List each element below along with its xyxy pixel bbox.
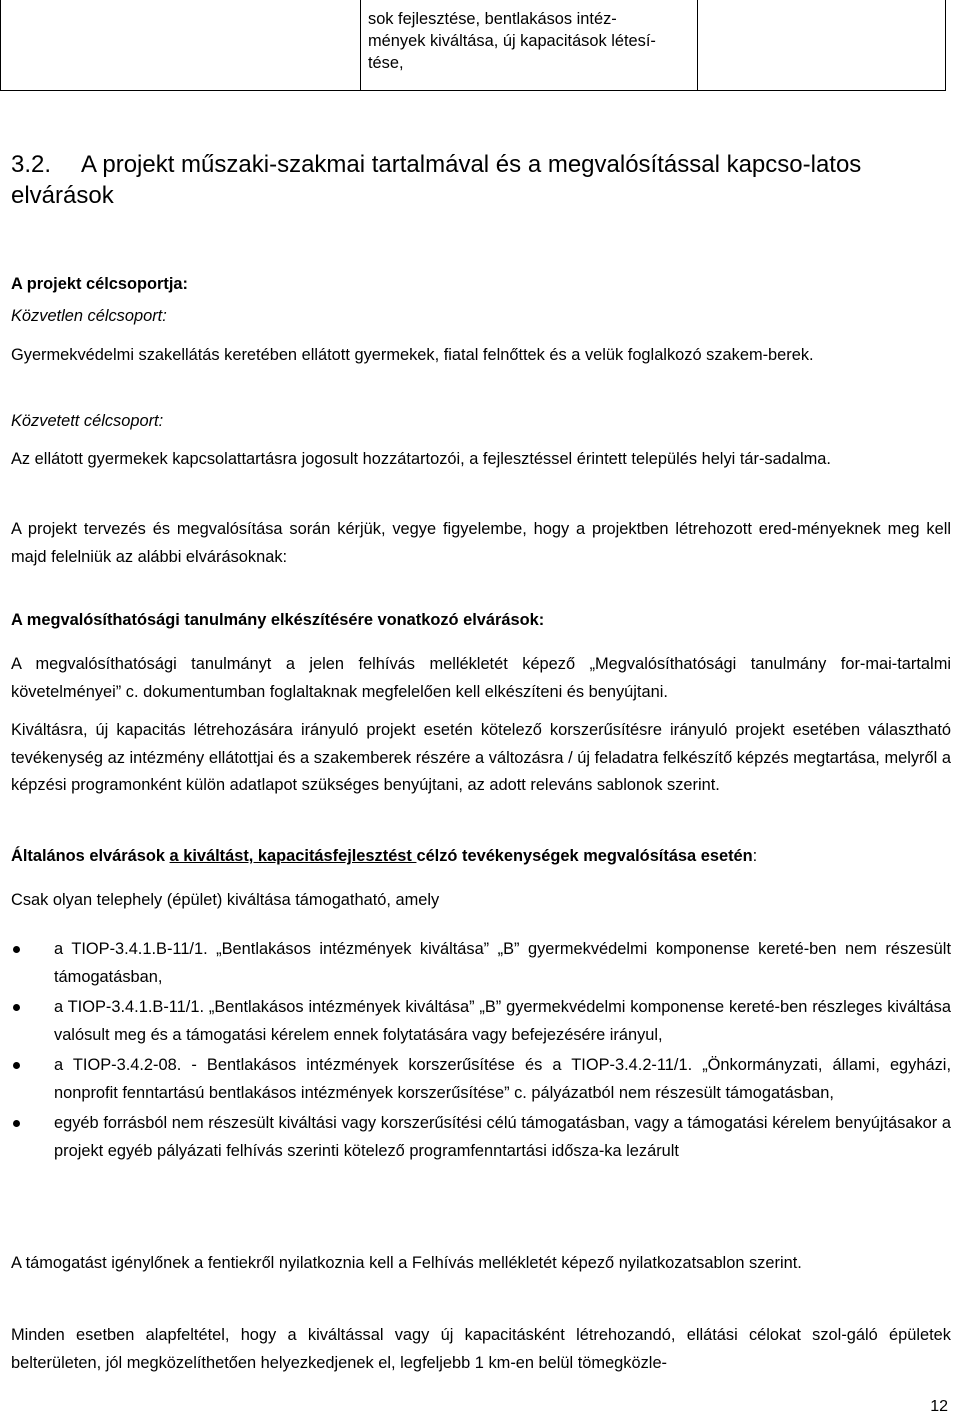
direct-target-group-label: Közvetlen célcsoport: bbox=[11, 307, 167, 325]
list-item bbox=[11, 1110, 951, 1165]
list-item-text: a TIOP-3.4.1.B-11/1. „Bentlakásos intézmények kiváltása” „B” gyermekvédelmi komponense kereté-ben részleges kiváltása valósult meg és a támogatási kérelem ennek folytatására vagy befejezésére irányul, bbox=[54, 998, 951, 1044]
general-heading-underlined: a kiváltást, kapacitásfejlesztést bbox=[169, 847, 417, 865]
bullet-icon bbox=[13, 1062, 20, 1069]
eligibility-bullet-list bbox=[11, 936, 951, 1168]
list-item bbox=[11, 1052, 951, 1107]
feasibility-paragraph: A megvalósíthatósági tanulmányt a jelen felhívás mellékletét képező „Megvalósíthatósági tanulmány for-mai-tartalmi követelményei” c. dokumentumban foglaltaknak megfelelően kell elkészíteni és benyújtani. bbox=[11, 655, 951, 701]
general-heading-part1: Általános elvárások bbox=[11, 847, 170, 865]
intro-paragraph: A projekt tervezés és megvalósítása során kérjük, vegye figyelembe, hogy a projektben létrehozott ered-ményeknek meg kell majd felelniük az alábbi elvárásoknak: bbox=[11, 520, 951, 566]
final-paragraph: Minden esetben alapfeltétel, hogy a kiváltással vagy új kapacitásként létrehozandó, ellátási célokat szol-gáló épületek belterületen, jól megközelíthetően helyezkedjenek el, legfeljebb 1 km-en belül tömegközle- bbox=[11, 1326, 951, 1372]
indirect-target-group-label: Közvetett célcsoport: bbox=[11, 412, 164, 430]
declaration-paragraph: A támogatást igénylőnek a fentiekről nyilatkoznia kell a Felhívás mellékletét képező nyilatkozatsablon szerint. bbox=[11, 1254, 802, 1272]
section-number: 3.2. bbox=[11, 151, 52, 178]
feasibility-heading: A megvalósíthatósági tanulmány elkészítésére vonatkozó elvárások: bbox=[11, 611, 545, 629]
bullet-icon bbox=[13, 1004, 20, 1011]
general-requirements-heading bbox=[11, 843, 951, 871]
table-cell-empty-right bbox=[698, 0, 946, 91]
list-item-text: a TIOP-3.4.1.B-11/1. „Bentlakásos intézmények kiváltása” „B” gyermekvédelmi komponense kereté-ben nem részesült támogatásban, bbox=[54, 940, 951, 986]
list-item bbox=[11, 994, 951, 1049]
table-cell-content: sok fejlesztése, bentlakásos intéz- mények kiváltása, új kapacitások létesí- tése, bbox=[368, 10, 656, 72]
list-item bbox=[11, 936, 951, 991]
table-cell-empty-left bbox=[1, 0, 361, 91]
list-item-text: egyéb forrásból nem részesült kiváltási vagy korszerűsítési célú támogatásban, vagy a támogatási kérelem benyújtásakor a projekt egyéb pályázati felhívás szerinti kötelező programfenntartási idősza-ka lezárult bbox=[54, 1114, 951, 1160]
table-fragment bbox=[0, 0, 946, 91]
table-cell-text bbox=[361, 0, 698, 91]
indirect-target-group-text: Az ellátott gyermekek kapcsolattartásra jogosult hozzátartozói, a fejlesztéssel érintett település helyi tár-sadalma. bbox=[11, 450, 831, 468]
list-item-text: a TIOP-3.4.2-08. - Bentlakásos intézmények korszerűsítése és a TIOP-3.4.2-11/1. „Önkormányzati, állami, egyházi, nonprofit fenntartású bentlakásos intézmények korszerűsítése” c. pályázatból nem részesült támogatásban, bbox=[54, 1056, 951, 1102]
bullet-icon bbox=[13, 946, 20, 953]
direct-target-group-text: Gyermekvédelmi szakellátás keretében ellátott gyermekek, fiatal felnőttek és a velük foglalkozó szakem-berek. bbox=[11, 346, 814, 364]
bullet-icon bbox=[13, 1120, 20, 1127]
general-heading-part2: célzó tevékenységek megvalósítása esetén bbox=[416, 847, 753, 865]
replacement-paragraph: Kiváltásra, új kapacitás létrehozására irányuló projekt esetén kötelező korszerűsítésre irányuló projekt esetében választható tevékenység az intézmény ellátottjai és a szakemberek részére a változásra / új feladatra felkészítő képzés megtartása, melyről a képzési programonként külön adatlapot szükséges benyújtani, az adott releváns sablonok szerint. bbox=[11, 721, 951, 794]
section-heading bbox=[11, 149, 946, 211]
target-group-heading: A projekt célcsoportja: bbox=[11, 275, 188, 293]
general-lead: Csak olyan telephely (épület) kiváltása támogatható, amely bbox=[11, 891, 440, 909]
section-title: A projekt műszaki-szakmai tartalmával és a megvalósítással kapcso-latos elvárások bbox=[11, 151, 862, 209]
page-number: 12 bbox=[930, 1398, 948, 1415]
general-heading-colon: : bbox=[752, 847, 758, 865]
